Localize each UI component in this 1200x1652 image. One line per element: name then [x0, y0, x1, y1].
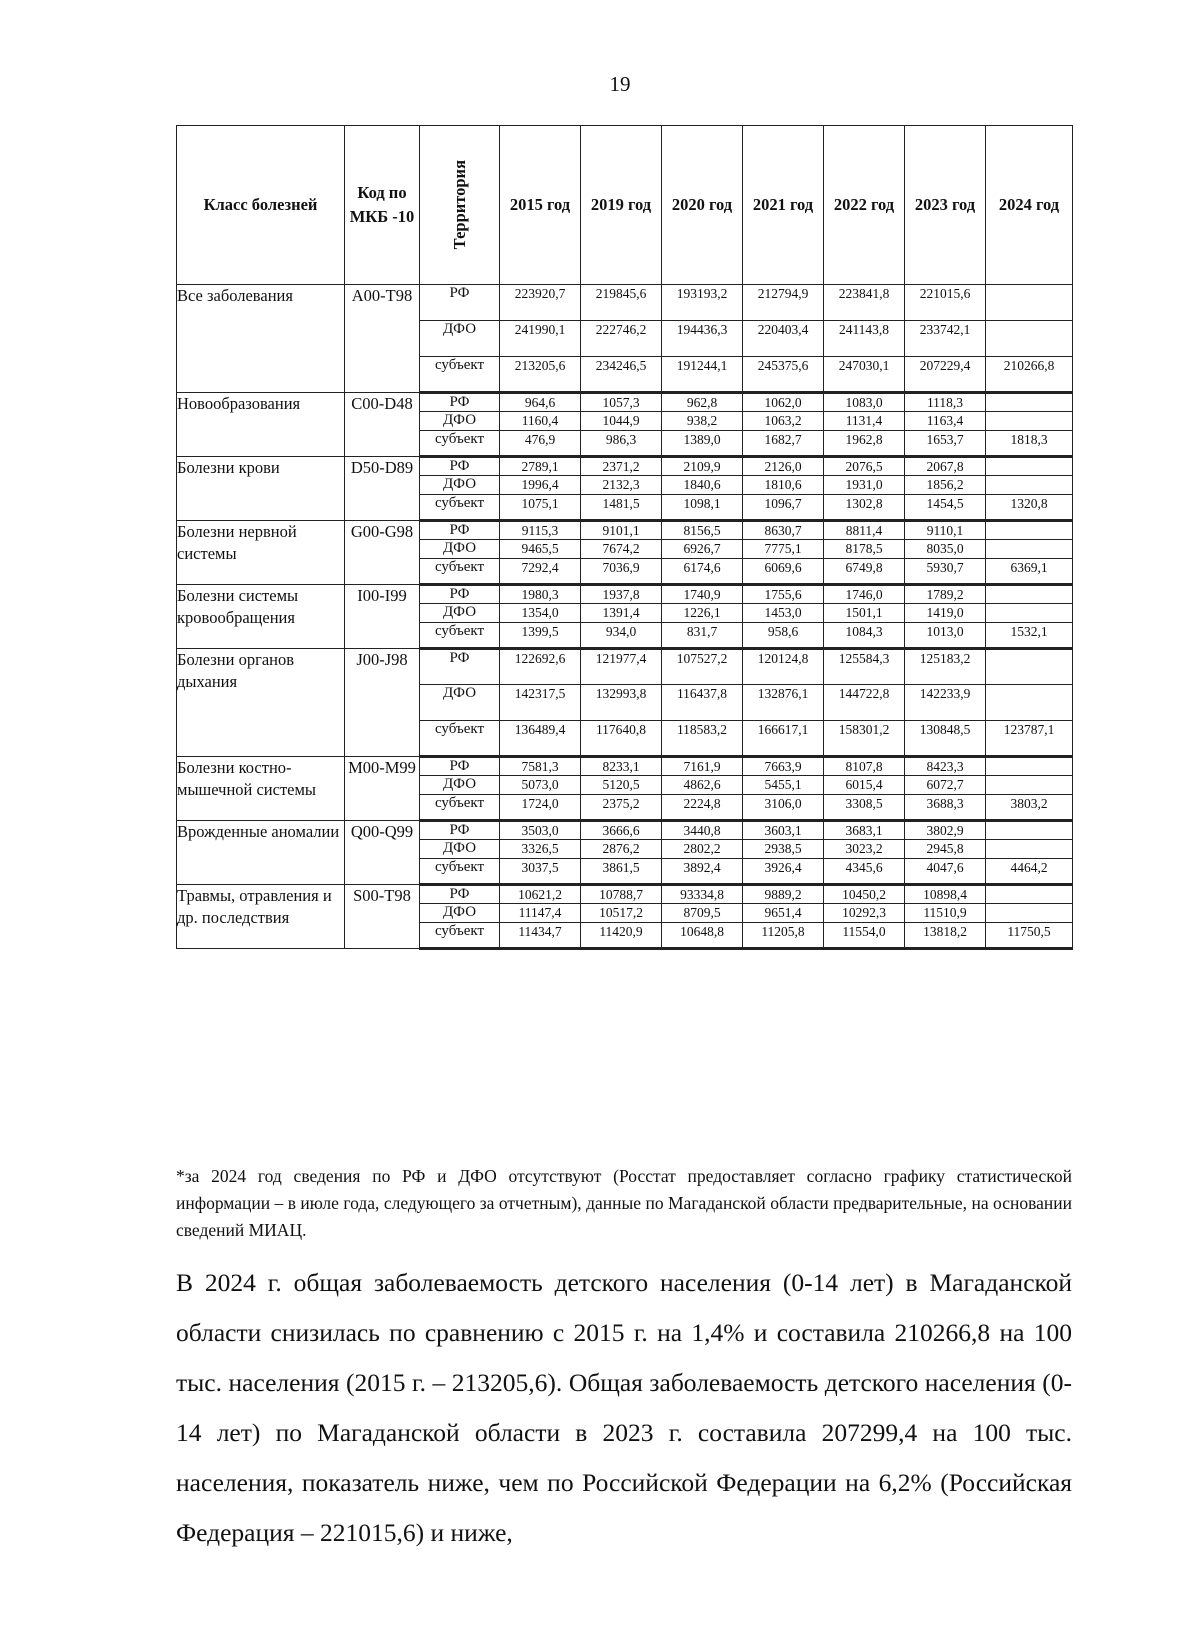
value-cell: 1057,3 [581, 393, 662, 412]
territory-cell: РФ [420, 285, 500, 321]
value-cell: 93334,8 [662, 885, 743, 904]
value-cell: 11510,9 [905, 904, 986, 923]
value-cell: 11147,4 [500, 904, 581, 923]
icd-code-cell: M00-M99 [345, 757, 420, 821]
value-cell: 132993,8 [581, 685, 662, 721]
value-cell: 986,3 [581, 431, 662, 457]
value-cell: 10788,7 [581, 885, 662, 904]
value-cell: 1856,2 [905, 476, 986, 495]
value-cell: 1996,4 [500, 476, 581, 495]
value-cell: 5930,7 [905, 559, 986, 585]
body-paragraph: В 2024 г. общая заболеваемость детского населения (0-14 лет) в Магаданской области снизилась по сравнению с 2015 г. на 1,4% и составила 210266,8 на 100 тыс. населения (2015 г. – 213205,6). Общая заболеваемость детского населения (0-14 лет) по Магаданской области в 2023 г. составила 207299,4 на 100 тыс. населения, показатель ниже, чем по Российской Федерации на 6,2% (Российская Федерация – 221015,6) и ниже, [176, 1268, 1072, 1547]
value-cell: 1653,7 [905, 431, 986, 457]
disease-class-cell: Болезни органов дыхания [177, 649, 345, 757]
value-cell: 241990,1 [500, 321, 581, 357]
territory-cell: субъект [420, 495, 500, 521]
value-cell: 1044,9 [581, 412, 662, 431]
value-cell: 7161,9 [662, 757, 743, 776]
value-cell: 1755,6 [743, 585, 824, 604]
value-cell [986, 540, 1073, 559]
value-cell: 1682,7 [743, 431, 824, 457]
value-cell: 2876,2 [581, 840, 662, 859]
value-cell: 3440,8 [662, 821, 743, 840]
value-cell: 11434,7 [500, 923, 581, 949]
value-cell: 10517,2 [581, 904, 662, 923]
value-cell: 958,6 [743, 623, 824, 649]
value-cell: 223841,8 [824, 285, 905, 321]
value-cell: 9651,4 [743, 904, 824, 923]
value-cell: 1083,0 [824, 393, 905, 412]
header-code: Код по МКБ -10 [345, 126, 420, 285]
value-cell: 144722,8 [824, 685, 905, 721]
value-cell: 3023,2 [824, 840, 905, 859]
territory-cell: субъект [420, 357, 500, 393]
value-cell: 223920,7 [500, 285, 581, 321]
header-class: Класс болезней [177, 126, 345, 285]
value-cell: 10450,2 [824, 885, 905, 904]
value-cell: 2371,2 [581, 457, 662, 476]
value-cell: 9115,3 [500, 521, 581, 540]
value-cell: 7663,9 [743, 757, 824, 776]
value-cell: 234246,5 [581, 357, 662, 393]
disease-class-cell: Болезни системы кровообращения [177, 585, 345, 649]
value-cell: 1075,1 [500, 495, 581, 521]
value-cell: 220403,4 [743, 321, 824, 357]
value-cell: 166617,1 [743, 721, 824, 757]
value-cell: 6072,7 [905, 776, 986, 795]
value-cell: 1789,2 [905, 585, 986, 604]
value-cell: 2938,5 [743, 840, 824, 859]
table-row [177, 649, 1073, 685]
value-cell [986, 457, 1073, 476]
footnote: *за 2024 год сведения по РФ и ДФО отсутствуют (Росстат предоставляет согласно графику статистической информации – в июле года, следующего за отчетным), данные по Магаданской области предварительные, на основании сведений МИАЦ. [176, 1166, 1072, 1240]
value-cell: 118583,2 [662, 721, 743, 757]
value-cell: 3861,5 [581, 859, 662, 885]
value-cell [986, 585, 1073, 604]
value-cell [986, 285, 1073, 321]
value-cell: 245375,6 [743, 357, 824, 393]
value-cell [986, 776, 1073, 795]
value-cell: 3683,1 [824, 821, 905, 840]
territory-cell: ДФО [420, 685, 500, 721]
value-cell: 233742,1 [905, 321, 986, 357]
icd-code-cell: A00-T98 [345, 285, 420, 393]
territory-cell: РФ [420, 393, 500, 412]
territory-cell: ДФО [420, 840, 500, 859]
value-cell: 3503,0 [500, 821, 581, 840]
value-cell: 222746,2 [581, 321, 662, 357]
value-cell: 1501,1 [824, 604, 905, 623]
value-cell: 1320,8 [986, 495, 1073, 521]
value-cell: 6369,1 [986, 559, 1073, 585]
value-cell: 8233,1 [581, 757, 662, 776]
morbidity-table [176, 125, 1073, 950]
value-cell: 122692,6 [500, 649, 581, 685]
table-row [177, 821, 1073, 840]
territory-cell: ДФО [420, 476, 500, 495]
value-cell: 5120,5 [581, 776, 662, 795]
value-cell: 8709,5 [662, 904, 743, 923]
header-year: 2015 год [500, 126, 581, 285]
value-cell: 116437,8 [662, 685, 743, 721]
value-cell: 2945,8 [905, 840, 986, 859]
value-cell: 213205,6 [500, 357, 581, 393]
value-cell: 125183,2 [905, 649, 986, 685]
header-year: 2019 год [581, 126, 662, 285]
territory-cell: РФ [420, 521, 500, 540]
disease-class-cell: Болезни крови [177, 457, 345, 521]
table-row [177, 757, 1073, 776]
value-cell: 1740,9 [662, 585, 743, 604]
value-cell: 247030,1 [824, 357, 905, 393]
value-cell: 2132,3 [581, 476, 662, 495]
value-cell: 8811,4 [824, 521, 905, 540]
value-cell: 6069,6 [743, 559, 824, 585]
table-row [177, 393, 1073, 412]
icd-code-cell: Q00-Q99 [345, 821, 420, 885]
value-cell: 130848,5 [905, 721, 986, 757]
value-cell [986, 521, 1073, 540]
table-row [177, 521, 1073, 540]
table-body [177, 285, 1073, 949]
value-cell: 8035,0 [905, 540, 986, 559]
value-cell: 1389,0 [662, 431, 743, 457]
value-cell: 5455,1 [743, 776, 824, 795]
territory-cell: субъект [420, 721, 500, 757]
value-cell: 207229,4 [905, 357, 986, 393]
value-cell: 107527,2 [662, 649, 743, 685]
value-cell: 9110,1 [905, 521, 986, 540]
disease-class-cell: Травмы, отравления и др. последствия [177, 885, 345, 949]
value-cell: 6174,6 [662, 559, 743, 585]
value-cell: 1354,0 [500, 604, 581, 623]
icd-code-cell: C00-D48 [345, 393, 420, 457]
value-cell: 1453,0 [743, 604, 824, 623]
value-cell: 3892,4 [662, 859, 743, 885]
value-cell: 10292,3 [824, 904, 905, 923]
value-cell [986, 604, 1073, 623]
territory-cell: ДФО [420, 776, 500, 795]
value-cell: 117640,8 [581, 721, 662, 757]
table-row [177, 585, 1073, 604]
value-cell: 3666,6 [581, 821, 662, 840]
value-cell: 1160,4 [500, 412, 581, 431]
value-cell [986, 821, 1073, 840]
value-cell: 7775,1 [743, 540, 824, 559]
value-cell: 142233,9 [905, 685, 986, 721]
value-cell: 3603,1 [743, 821, 824, 840]
table-header-row [177, 126, 1073, 285]
value-cell: 9465,5 [500, 540, 581, 559]
value-cell: 193193,2 [662, 285, 743, 321]
disease-class-cell: Все заболевания [177, 285, 345, 393]
value-cell: 5073,0 [500, 776, 581, 795]
territory-cell: ДФО [420, 604, 500, 623]
value-cell: 3037,5 [500, 859, 581, 885]
value-cell [986, 885, 1073, 904]
value-cell [986, 840, 1073, 859]
value-cell: 1980,3 [500, 585, 581, 604]
value-cell: 1481,5 [581, 495, 662, 521]
disease-class-cell: Болезни костно-мышечной системы [177, 757, 345, 821]
value-cell [986, 757, 1073, 776]
value-cell: 219845,6 [581, 285, 662, 321]
value-cell: 136489,4 [500, 721, 581, 757]
value-cell: 3326,5 [500, 840, 581, 859]
value-cell: 8156,5 [662, 521, 743, 540]
header-year: 2024 год [986, 126, 1073, 285]
value-cell: 241143,8 [824, 321, 905, 357]
icd-code-cell: D50-D89 [345, 457, 420, 521]
value-cell: 9101,1 [581, 521, 662, 540]
value-cell: 2802,2 [662, 840, 743, 859]
territory-cell: субъект [420, 923, 500, 949]
value-cell: 1118,3 [905, 393, 986, 412]
icd-code-cell: G00-G98 [345, 521, 420, 585]
value-cell: 8423,3 [905, 757, 986, 776]
value-cell: 1013,0 [905, 623, 986, 649]
value-cell: 964,6 [500, 393, 581, 412]
territory-cell: РФ [420, 649, 500, 685]
value-cell: 123787,1 [986, 721, 1073, 757]
value-cell: 2076,5 [824, 457, 905, 476]
territory-cell: ДФО [420, 321, 500, 357]
value-cell: 1818,3 [986, 431, 1073, 457]
value-cell: 7292,4 [500, 559, 581, 585]
value-cell: 4464,2 [986, 859, 1073, 885]
value-cell: 3802,9 [905, 821, 986, 840]
value-cell: 476,9 [500, 431, 581, 457]
value-cell: 934,0 [581, 623, 662, 649]
territory-cell: субъект [420, 795, 500, 821]
value-cell: 194436,3 [662, 321, 743, 357]
value-cell: 11750,5 [986, 923, 1073, 949]
value-cell [986, 649, 1073, 685]
value-cell [986, 321, 1073, 357]
value-cell: 831,7 [662, 623, 743, 649]
value-cell: 1098,1 [662, 495, 743, 521]
territory-cell: субъект [420, 431, 500, 457]
header-year: 2020 год [662, 126, 743, 285]
value-cell: 120124,8 [743, 649, 824, 685]
value-cell: 158301,2 [824, 721, 905, 757]
territory-cell: РФ [420, 821, 500, 840]
value-cell: 7036,9 [581, 559, 662, 585]
value-cell: 142317,5 [500, 685, 581, 721]
value-cell: 4345,6 [824, 859, 905, 885]
value-cell: 1302,8 [824, 495, 905, 521]
header-year: 2023 год [905, 126, 986, 285]
value-cell: 1419,0 [905, 604, 986, 623]
disease-class-cell: Болезни нервной системы [177, 521, 345, 585]
value-cell: 210266,8 [986, 357, 1073, 393]
disease-class-cell: Врожденные аномалии [177, 821, 345, 885]
value-cell: 1810,6 [743, 476, 824, 495]
value-cell: 212794,9 [743, 285, 824, 321]
value-cell: 8107,8 [824, 757, 905, 776]
disease-class-cell: Новообразования [177, 393, 345, 457]
value-cell: 191244,1 [662, 357, 743, 393]
value-cell: 7581,3 [500, 757, 581, 776]
value-cell: 221015,6 [905, 285, 986, 321]
territory-cell: ДФО [420, 412, 500, 431]
value-cell: 132876,1 [743, 685, 824, 721]
value-cell: 1931,0 [824, 476, 905, 495]
value-cell: 9889,2 [743, 885, 824, 904]
value-cell: 1724,0 [500, 795, 581, 821]
territory-cell: субъект [420, 859, 500, 885]
value-cell: 11420,9 [581, 923, 662, 949]
value-cell: 2067,8 [905, 457, 986, 476]
value-cell: 1962,8 [824, 431, 905, 457]
value-cell: 1062,0 [743, 393, 824, 412]
value-cell: 121977,4 [581, 649, 662, 685]
value-cell: 10621,2 [500, 885, 581, 904]
territory-cell: РФ [420, 885, 500, 904]
value-cell: 2789,1 [500, 457, 581, 476]
value-cell: 11205,8 [743, 923, 824, 949]
value-cell: 938,2 [662, 412, 743, 431]
value-cell: 4047,6 [905, 859, 986, 885]
value-cell: 1163,4 [905, 412, 986, 431]
territory-cell: РФ [420, 757, 500, 776]
value-cell: 1840,6 [662, 476, 743, 495]
icd-code-cell: S00-T98 [345, 885, 420, 949]
value-cell: 125584,3 [824, 649, 905, 685]
value-cell: 1063,2 [743, 412, 824, 431]
value-cell: 1131,4 [824, 412, 905, 431]
value-cell: 2126,0 [743, 457, 824, 476]
value-cell [986, 476, 1073, 495]
territory-cell: субъект [420, 559, 500, 585]
territory-cell: субъект [420, 623, 500, 649]
table-row [177, 885, 1073, 904]
value-cell [986, 393, 1073, 412]
value-cell: 1532,1 [986, 623, 1073, 649]
value-cell [986, 685, 1073, 721]
header-year: 2021 год [743, 126, 824, 285]
territory-cell: ДФО [420, 540, 500, 559]
value-cell: 10648,8 [662, 923, 743, 949]
value-cell: 962,8 [662, 393, 743, 412]
value-cell: 1937,8 [581, 585, 662, 604]
value-cell: 1096,7 [743, 495, 824, 521]
value-cell: 6926,7 [662, 540, 743, 559]
value-cell [986, 412, 1073, 431]
value-cell: 3106,0 [743, 795, 824, 821]
value-cell: 8178,5 [824, 540, 905, 559]
value-cell: 1454,5 [905, 495, 986, 521]
value-cell: 3308,5 [824, 795, 905, 821]
value-cell: 1226,1 [662, 604, 743, 623]
value-cell: 1084,3 [824, 623, 905, 649]
icd-code-cell: J00-J98 [345, 649, 420, 757]
header-territory [420, 126, 500, 285]
value-cell: 10898,4 [905, 885, 986, 904]
territory-cell: РФ [420, 585, 500, 604]
value-cell: 2109,9 [662, 457, 743, 476]
territory-cell: РФ [420, 457, 500, 476]
page-number: 19 [609, 72, 631, 96]
value-cell [986, 904, 1073, 923]
value-cell: 4862,6 [662, 776, 743, 795]
value-cell: 1746,0 [824, 585, 905, 604]
value-cell: 8630,7 [743, 521, 824, 540]
value-cell: 7674,2 [581, 540, 662, 559]
value-cell: 6015,4 [824, 776, 905, 795]
value-cell: 13818,2 [905, 923, 986, 949]
value-cell: 1391,4 [581, 604, 662, 623]
value-cell: 3688,3 [905, 795, 986, 821]
value-cell: 3803,2 [986, 795, 1073, 821]
value-cell: 11554,0 [824, 923, 905, 949]
value-cell: 2375,2 [581, 795, 662, 821]
header-year: 2022 год [824, 126, 905, 285]
value-cell: 6749,8 [824, 559, 905, 585]
icd-code-cell: I00-I99 [345, 585, 420, 649]
value-cell: 3926,4 [743, 859, 824, 885]
table-row [177, 457, 1073, 476]
value-cell: 2224,8 [662, 795, 743, 821]
value-cell: 1399,5 [500, 623, 581, 649]
territory-cell: ДФО [420, 904, 500, 923]
table-row [177, 285, 1073, 321]
header-territory-label: Территория [449, 160, 469, 250]
